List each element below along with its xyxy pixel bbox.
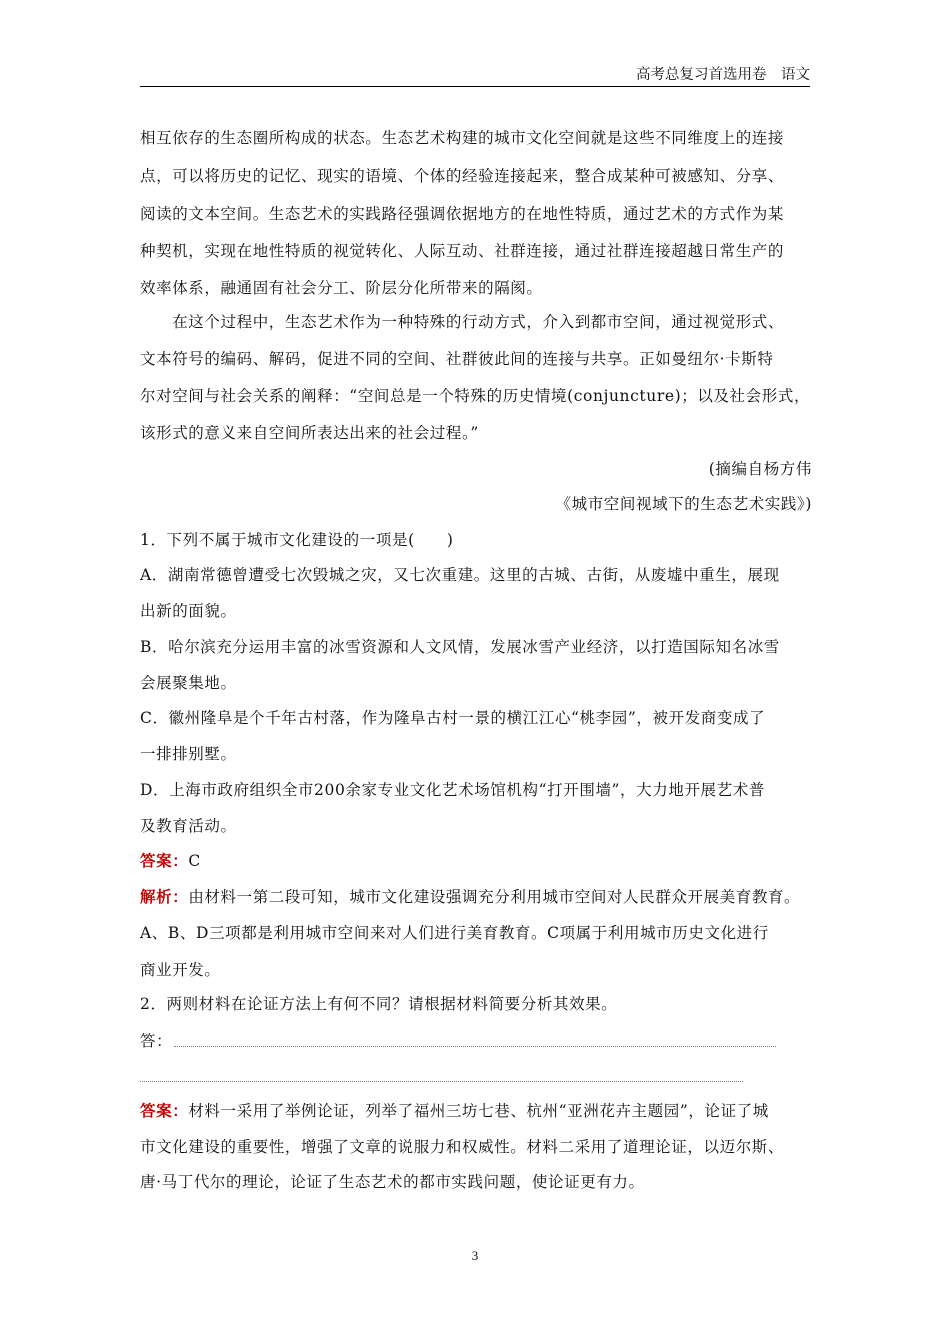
passage-line: 尔对空间与社会关系的阐释：“空间总是一个特殊的历史情境(conjuncture)；以及社会形式， [140,387,811,405]
answer-line: 唐·马丁代尔的理论，论证了生态艺术的都市实践问题，使论证更有力。 [140,1173,645,1191]
passage-line: 该形式的意义来自空间所表达出来的社会过程。” [140,424,479,442]
analysis-line: A、B、D三项都是利用城市空间来对人们进行美育教育。C项属于利用城市历史文化进行 [140,924,769,942]
option-c-cont: 一排排别墅。 [140,745,237,763]
option-a: A．湖南常德曾遭受七次毁城之灾，又七次重建。这里的古城、古街，从废墟中重生，展现 [140,566,780,584]
answer-text: 材料一采用了举例论证，列举了福州三坊七巷、杭州“亚洲花卉主题园”，论证了城 [188,1102,769,1120]
answer-prompt: 答： [140,1032,173,1050]
passage-line: 文本符号的编码、解码，促进不同的空间、社群彼此间的连接与共享。正如曼纽尔·卡斯特 [140,350,774,368]
passage-line: 相互依存的生态圈所构成的状态。生态艺术构建的城市文化空间就是这些不同维度上的连接 [140,129,785,147]
option-b: B．哈尔滨充分运用丰富的冰雪资源和人文风情，发展冰雪产业经济，以打造国际知名冰雪 [140,638,780,656]
source-title: 《城市空间视域下的生态艺术实践》) [555,495,812,513]
source-attribution: (摘编自杨方伟 [708,460,812,478]
option-a-cont: 出新的面貌。 [140,602,237,620]
answer-blank-line[interactable] [174,1046,776,1047]
option-d-cont: 及教育活动。 [140,817,237,835]
answer-blank-line[interactable] [140,1081,743,1082]
answer-line: 市文化建设的重要性，增强了文章的说服力和权威性。材料二采用了道理论证，以迈尔斯、 [140,1138,785,1156]
analysis-line: 商业开发。 [140,961,221,979]
answer-row [140,850,820,872]
passage-line: 在这个过程中，生态艺术作为一种特殊的行动方式，介入到都市空间，通过视觉形式、 [140,313,785,331]
option-d: D．上海市政府组织全市200余家专业文化艺术场馆机构“打开围墙”，大力地开展艺术普 [140,781,765,799]
passage-line: 阅读的文本空间。生态艺术的实践路径强调依据地方的在地性特质，通过艺术的方式作为某 [140,205,785,223]
passage-line: 效率体系，融通固有社会分工、阶层分化所带来的隔阂。 [140,279,543,297]
answer-label: 答案： [140,1101,189,1120]
header-title: 高考总复习首选用卷 语文 [636,67,810,83]
passage-line: 种契机，实现在地性特质的视觉转化、人际互动、社群连接，通过社群连接超越日常生产的 [140,242,785,260]
option-b-cont: 会展聚集地。 [140,674,237,692]
analysis-label: 解析： [140,887,189,906]
option-c: C．徽州隆阜是个千年古村落，作为隆阜古村一景的横江江心“桃李园”，被开发商变成了 [140,709,766,727]
analysis-text: 由材料一第二段可知，城市文化建设强调充分利用城市空间对人民群众开展美育教育。 [188,888,801,906]
question-stem: 1．下列不属于城市文化建设的一项是( ) [140,531,454,549]
question-stem: 2．两则材料在论证方法上有何不同？请根据材料简要分析其效果。 [140,995,618,1013]
page-number: 3 [471,1248,479,1263]
analysis-row [140,886,820,908]
answer-row [140,1100,820,1122]
page-header [140,64,810,87]
answer-label: 答案： [140,851,189,870]
passage-line: 点，可以将历史的记忆、现实的语境、个体的经验连接起来，整合成某种可被感知、分享、 [140,167,785,185]
answer-value: C [188,852,201,870]
